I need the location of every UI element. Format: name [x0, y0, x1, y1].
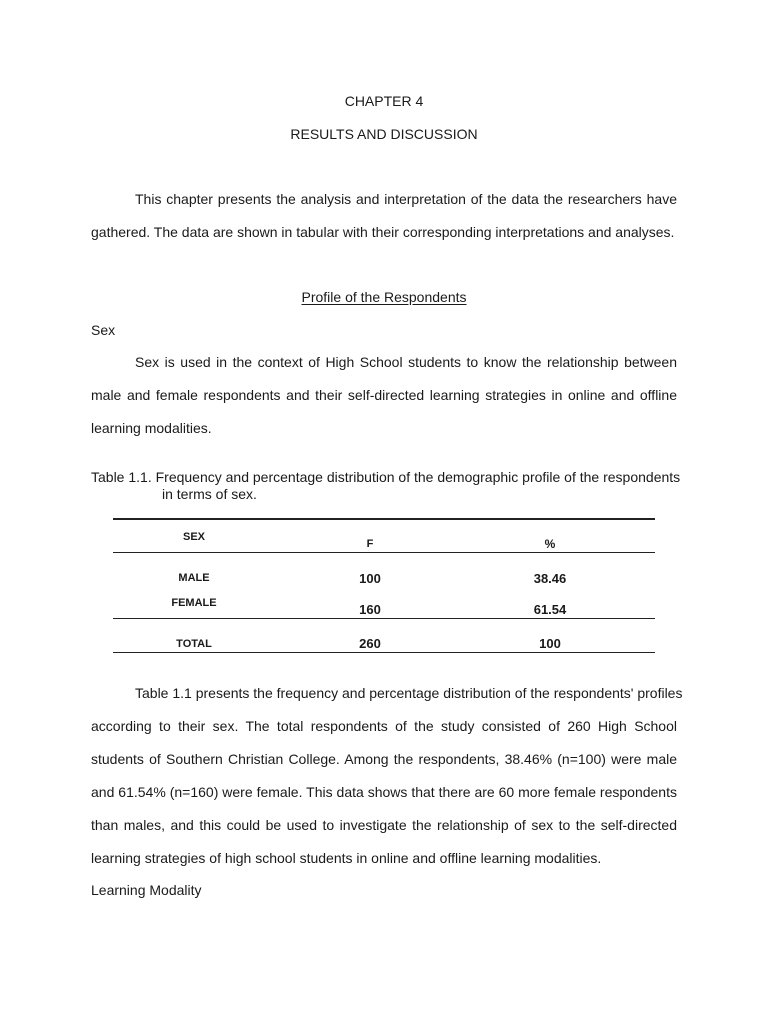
intro-line-1: This chapter presents the analysis and interpretation of the data the researchers have — [135, 191, 677, 207]
discussion-line-6: learning strategies of high school students in online and offline learning modalities. — [91, 850, 602, 866]
chapter-label: CHAPTER 4 — [344, 93, 424, 109]
header-sex: SEX — [182, 531, 205, 543]
chapter-title: RESULTS AND DISCUSSION — [290, 126, 478, 142]
row-total-pct: 100 — [539, 636, 561, 651]
sex-line-1: Sex is used in the context of High School students to know the relationship between — [135, 354, 677, 370]
intro-paragraph — [91, 191, 677, 257]
discussion-line-3: students of Southern Christian College. Among the respondents, 38.46% (n=100) were male — [91, 751, 677, 767]
section-heading — [0, 289, 768, 305]
sex-paragraph — [91, 354, 677, 453]
row-male-label: MALE — [178, 572, 210, 584]
header-f: F — [366, 538, 374, 550]
row-male-f: 100 — [359, 571, 381, 586]
subheading-sex: Sex — [91, 322, 116, 338]
sex-line-2: male and female respondents and their self-directed learning strategies in online and offline — [91, 387, 677, 403]
row-total-f: 260 — [359, 636, 381, 651]
header-percent: % — [544, 537, 556, 551]
row-female-f: 160 — [359, 602, 381, 617]
table-top-rule — [113, 518, 655, 520]
row-female-pct: 61.54 — [533, 602, 567, 617]
discussion-line-1: Table 1.1 presents the frequency and percentage distribution of the respondents' profiles — [135, 685, 683, 701]
subheading-learning-modality: Learning Modality — [91, 882, 202, 898]
row-total-label: TOTAL — [176, 638, 212, 650]
table-bottom-rule — [113, 652, 655, 653]
discussion-paragraph — [91, 685, 683, 883]
table-caption-line-1: Table 1.1. Frequency and percentage distribution of the demographic profile of the respondents — [91, 469, 681, 485]
discussion-line-4: and 61.54% (n=160) were female. This data shows that there are 60 more female respondents — [91, 784, 677, 800]
row-female-label: FEMALE — [171, 597, 217, 609]
sex-line-3: learning modalities. — [91, 420, 212, 436]
table-caption-line-2: in terms of sex. — [162, 486, 257, 502]
table-header-rule — [113, 552, 655, 553]
discussion-line-5: than males, and this could be used to investigate the relationship of sex to the self-directed — [91, 817, 677, 833]
section-heading-text: Profile of the Respondents — [301, 289, 467, 305]
discussion-line-2: according to their sex. The total respondents of the study consisted of 260 High School — [91, 718, 677, 734]
table-body-rule — [113, 618, 655, 619]
intro-line-2: gathered. The data are shown in tabular with their corresponding interpretations and analyses. — [91, 224, 675, 240]
row-male-pct: 38.46 — [533, 571, 567, 586]
